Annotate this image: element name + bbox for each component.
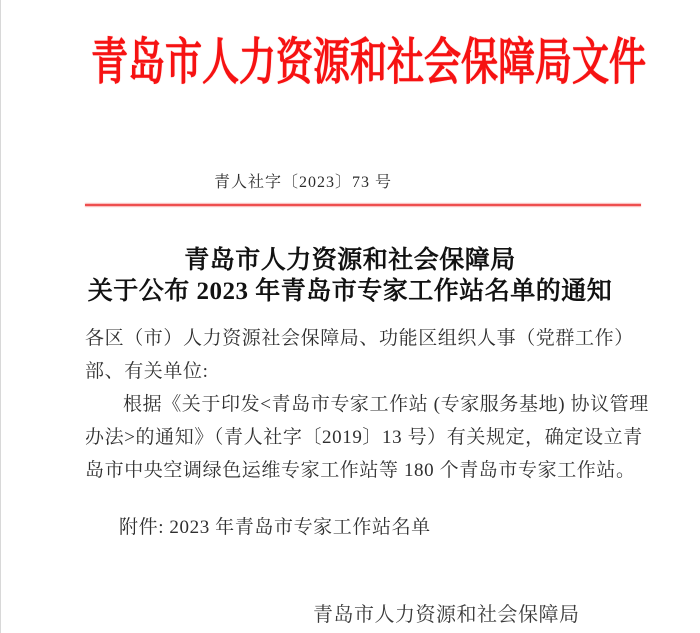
attachment-line: 附件: 2023 年青岛市专家工作站名单 [119, 517, 431, 538]
notice-title [0, 245, 700, 307]
agency-banner-title: 青岛市人力资源和社会保障局文件 [91, 34, 646, 90]
body-line-paragraph: 根据《关于印发<青岛市专家工作站 (专家服务基地) 协议管理 [123, 394, 649, 415]
issuer-signature: 青岛市人力资源和社会保障局 [313, 604, 580, 626]
body-line-salutation: 部、有关单位: [85, 361, 209, 382]
body-line-salutation: 各区（市）人力资源社会保障局、功能区组织人事（党群工作） [85, 328, 634, 349]
document-number: 青人社字〔2023〕73 号 [213, 174, 392, 191]
notice-title-line2: 关于公布 2023 年青岛市专家工作站名单的通知 [87, 278, 613, 305]
body-text [85, 322, 649, 487]
body-line-paragraph: 办法>的通知》（青人社字〔2019〕13 号）有关规定，确定设立青 [85, 427, 643, 448]
body-line-paragraph: 岛市中央空调绿色运维专家工作站等 180 个青岛市专家工作站。 [85, 460, 636, 481]
notice-title-line1: 青岛市人力资源和社会保障局 [184, 247, 516, 274]
page-left-border [0, 0, 1, 633]
red-divider-line [85, 204, 641, 206]
